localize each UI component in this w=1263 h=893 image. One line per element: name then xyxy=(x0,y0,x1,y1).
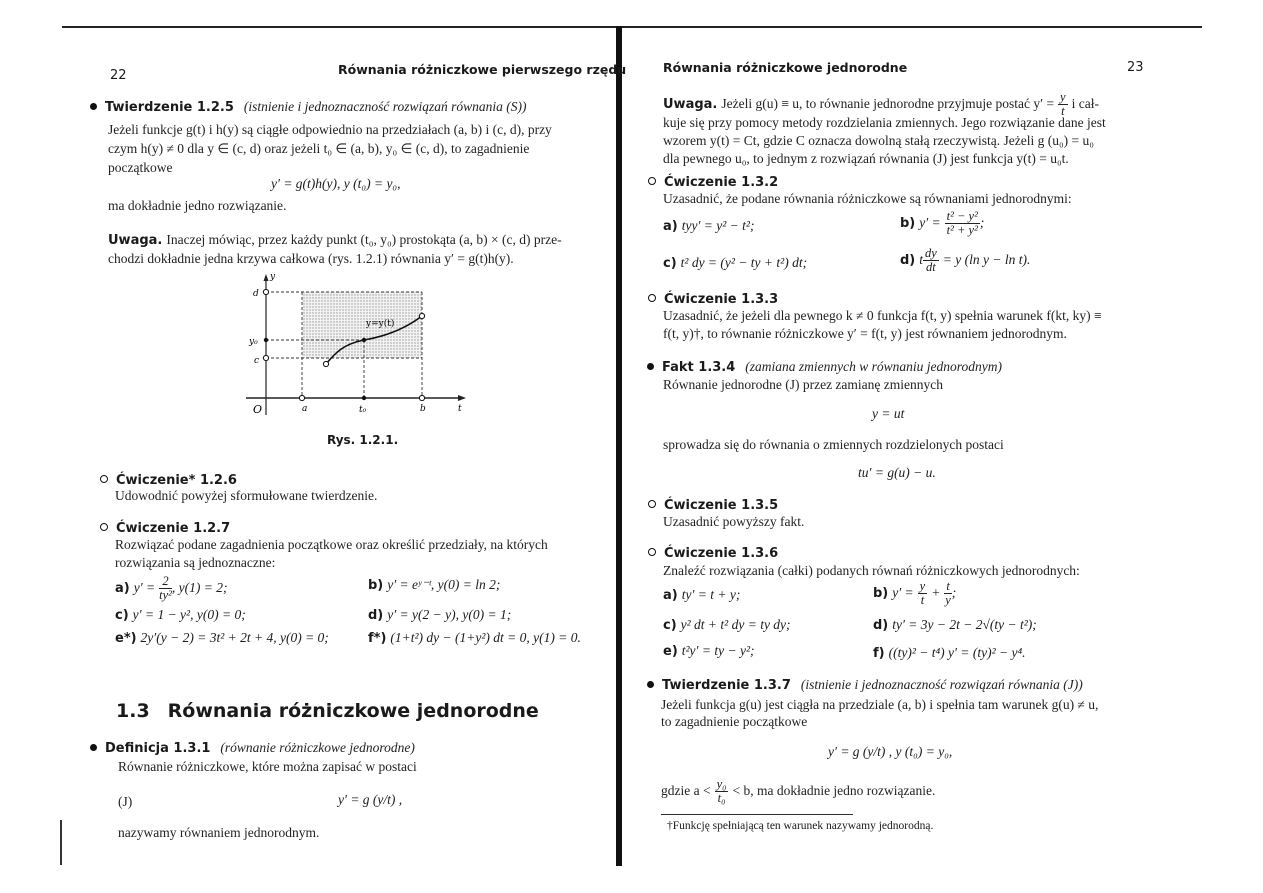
item-label: b) xyxy=(873,586,889,601)
item-math: y′ = xyxy=(133,580,156,595)
exercise-item-a xyxy=(663,587,740,603)
exercise-text: Uzasadnić powyższy fakt. xyxy=(663,514,805,529)
page-edge xyxy=(60,820,62,865)
exercise-item-d xyxy=(368,607,511,623)
item-math: ((ty)² − t⁴) y′ = (ty)² − y⁴. xyxy=(888,645,1026,660)
item-math: , y(1) = 2; xyxy=(171,580,228,595)
item-math: y′ = 1 − y², y(0) = 0; xyxy=(132,607,246,622)
denominator: t xyxy=(1061,104,1065,118)
fact-line: Równanie jednorodne (J) przez zamianę zmiennych xyxy=(663,377,944,392)
item-label: f*) xyxy=(368,631,387,646)
denominator: ty² xyxy=(159,588,172,602)
item-label: c) xyxy=(115,608,129,623)
section-heading xyxy=(116,700,539,722)
filled-bullet-icon xyxy=(647,681,654,688)
item-math: + xyxy=(931,585,941,600)
fig-origin-label: O xyxy=(253,403,263,416)
exercise-line: f(t, y)†, to równanie różniczkowe y′ = f(t, y) jest równaniem jednorodnym. xyxy=(663,326,1067,341)
item-label: a) xyxy=(663,219,678,234)
definition-1-3-1-heading xyxy=(90,738,415,757)
item-math: tyy′ = y² − t²; xyxy=(681,218,755,233)
remark-line: Inaczej mówiąc, przez każdy punkt (t₀, y₀) prostokąta (a, b) × (c, d) prze- xyxy=(166,232,562,247)
remark-label: Uwaga. xyxy=(663,97,718,112)
exercise-label: Ćwiczenie* 1.2.6 xyxy=(116,473,237,488)
theorem-1-3-7-heading xyxy=(647,675,1083,694)
fig-d-label: d xyxy=(253,289,259,299)
shaded-rectangle xyxy=(302,292,422,358)
theorem-formula: y′ = g (y/t) , y (t₀) = y₀, xyxy=(828,744,953,759)
item-math: t²y′ = ty − y²; xyxy=(681,643,755,658)
denominator: t² + y² xyxy=(946,223,978,237)
remark-line: chodzi dokładnie jedna krzywa całkowa (rys. 1.2.1) równania y′ = g(t)h(y). xyxy=(108,251,514,266)
denominator: y xyxy=(945,593,951,607)
definition-line: nazywamy równaniem jednorodnym. xyxy=(118,825,320,840)
exercise-line: rozwiązania są jednoznaczne: xyxy=(115,555,276,570)
item-label: b) xyxy=(900,216,916,231)
fact-formula: y = ut xyxy=(872,406,905,421)
item-math: t² dy = (y² − ty + t²) dt; xyxy=(680,255,808,270)
figure-1-2-1 xyxy=(240,270,470,420)
fact-line: sprowadza się do równania o zmiennych rozdzielonych postaci xyxy=(663,437,1004,452)
definition-subtitle: (równanie różniczkowe jednorodne) xyxy=(220,740,415,755)
item-label: d) xyxy=(900,253,916,268)
fact-subtitle: (zamiana zmiennych w równaniu jednorodnym) xyxy=(745,359,1003,374)
exercise-1-2-7-heading xyxy=(100,520,230,536)
open-bullet-icon xyxy=(100,475,108,483)
exercise-line: Znaleźć rozwiązania (całki) podanych równań różniczkowych jednorodnych: xyxy=(663,563,1080,578)
fig-y-label: y xyxy=(270,272,276,282)
theorem-line: ma dokładnie jedno rozwiązanie. xyxy=(108,198,287,213)
theorem-label: Twierdzenie 1.2.5 xyxy=(105,100,234,115)
exercise-line: Uzasadnić, że jeżeli dla pewnego k ≠ 0 funkcja f(t, y) spełnia warunek f(kt, ky) ≡ xyxy=(663,308,1102,323)
top-rule xyxy=(62,26,1202,28)
footnote-rule xyxy=(661,814,853,815)
exercise-item-c xyxy=(663,617,791,633)
filled-bullet-icon xyxy=(647,363,654,370)
item-math: ty′ = t + y; xyxy=(681,587,741,602)
denominator: t₀ xyxy=(717,791,726,805)
numerator: t² − y² xyxy=(946,209,978,223)
item-label: a) xyxy=(115,581,130,596)
open-bullet-icon xyxy=(648,177,656,185)
fig-t0-label: t₀ xyxy=(359,405,367,415)
numerator: y xyxy=(1060,90,1066,104)
theorem-label: Twierdzenie 1.3.7 xyxy=(662,678,791,693)
theorem-line: Jeżeli funkcje g(t) i h(y) są ciągłe odpowiednio na przedziałach (a, b) i (c, d), przy xyxy=(108,122,552,137)
fact-label: Fakt 1.3.4 xyxy=(662,360,736,375)
item-math: ; xyxy=(951,585,957,600)
item-label: e*) xyxy=(115,631,137,646)
exercise-1-3-2-heading xyxy=(648,174,778,190)
item-math: (1+t²) dy − (1+y²) dt = 0, y(1) = 0. xyxy=(390,630,581,645)
remark-line: dla pewnego u₀, to jednym z rozwiązań równania (J) jest funkcja y(t) = u₀t. xyxy=(663,151,1069,166)
exercise-label: Ćwiczenie 1.3.5 xyxy=(664,498,779,513)
exercise-item-e xyxy=(663,643,755,659)
definition-formula: y′ = g (y/t) , xyxy=(338,792,403,807)
filled-bullet-icon xyxy=(90,744,97,751)
open-bullet-icon xyxy=(648,548,656,556)
fig-b-label: b xyxy=(420,404,426,414)
exercise-label: Ćwiczenie 1.3.6 xyxy=(664,546,779,561)
fraction xyxy=(159,575,172,602)
section-number: 1.3 xyxy=(116,700,150,722)
item-math: y² dt + t² dy = ty dy; xyxy=(680,617,791,632)
running-head-right: Równania różniczkowe jednorodne xyxy=(663,60,908,75)
remark-line: Jeżeli g(u) ≡ u, to równanie jednorodne przyjmuje postać y′ = xyxy=(721,96,1055,111)
exercise-item-b xyxy=(873,580,956,607)
item-label: b) xyxy=(368,578,384,593)
exercise-item-e xyxy=(115,630,329,646)
open-bullet-icon xyxy=(648,294,656,302)
theorem-1-2-5-heading xyxy=(90,97,527,116)
item-math: y′ = xyxy=(919,215,941,230)
remark-line: i cał- xyxy=(1071,96,1099,111)
theorem-condition xyxy=(661,778,935,805)
numerator: t xyxy=(946,579,950,593)
page-number-right: 23 xyxy=(1127,60,1144,75)
footnote: †Funkcję spełniającą ten warunek nazywamy jednorodną. xyxy=(667,820,934,832)
theorem-line: gdzie a < xyxy=(661,783,711,798)
item-math: 2y′(y − 2) = 3t² + 2t + 4, y(0) = 0; xyxy=(140,630,329,645)
item-label: d) xyxy=(368,608,384,623)
fraction xyxy=(944,580,951,607)
numerator: y₀ xyxy=(716,777,727,791)
theorem-line: czym h(y) ≠ 0 dla y ∈ (c, d) oraz jeżeli t₀ ∈ (a, b), y₀ ∈ (c, d), to zagadnienie xyxy=(108,141,530,156)
numerator: 2 xyxy=(159,575,172,589)
exercise-1-3-6-heading xyxy=(648,545,778,561)
numerator: y xyxy=(919,579,926,593)
exercise-text: Udowodnić powyżej sformułowane twierdzenie. xyxy=(115,488,378,503)
theorem-line: początkowe xyxy=(108,160,173,175)
item-math: = y (ln y − ln t). xyxy=(942,252,1031,267)
remark-line: wzorem y(t) = Ct, gdzie C oznacza dowolną stałą rzeczywistą. Jeżeli g (u₀) = u₀ xyxy=(663,133,1094,148)
exercise-1-3-5-heading xyxy=(648,497,778,513)
exercise-1-3-3-heading xyxy=(648,291,778,307)
exercise-item-d xyxy=(900,247,1030,274)
page-number-left: 22 xyxy=(110,68,127,83)
exercise-item-b xyxy=(368,577,500,593)
fig-a-label: a xyxy=(302,404,308,414)
item-label: c) xyxy=(663,618,677,633)
exercise-line: Uzasadnić, że podane równania różniczkowe są równaniami jednorodnymi: xyxy=(663,191,1072,206)
definition-line: Równanie różniczkowe, które można zapisać w postaci xyxy=(118,759,417,774)
fig-t-label: t xyxy=(458,404,462,414)
denominator: dt xyxy=(926,260,936,274)
open-bullet-icon xyxy=(100,523,108,531)
exercise-item-d xyxy=(873,617,1037,633)
running-head-left: Równania różniczkowe pierwszego rzędu xyxy=(338,62,627,77)
remark-line: kuje się przy pomocy metody rozdzielania zmiennych. Jego rozwiązanie dane jest xyxy=(663,115,1106,130)
numerator: dy xyxy=(925,246,937,260)
exercise-item-b xyxy=(900,210,984,237)
fraction xyxy=(918,580,928,607)
fraction xyxy=(715,778,729,805)
exercise-label: Ćwiczenie 1.3.2 xyxy=(664,175,779,190)
item-math: ; xyxy=(979,215,985,230)
theorem-subtitle: (istnienie i jednoznaczność rozwiązań równania (S)) xyxy=(243,99,527,114)
fraction xyxy=(945,210,980,237)
item-label: f) xyxy=(873,646,885,661)
figure-caption: Rys. 1.2.1. xyxy=(327,433,399,447)
exercise-item-c xyxy=(115,607,246,623)
item-math: y′ = eʸ⁻ᵗ, y(0) = ln 2; xyxy=(387,577,501,592)
theorem-line: < b, ma dokładnie jedno rozwiązanie. xyxy=(732,783,936,798)
item-math: ty′ = 3y − 2t − 2√(ty − t²); xyxy=(892,617,1037,632)
definition-label: Definicja 1.3.1 xyxy=(105,741,211,756)
fig-y0-label: y₀ xyxy=(249,337,258,347)
remark-label: Uwaga. xyxy=(108,233,163,248)
exercise-item-f xyxy=(873,645,1026,661)
exercise-line: Rozwiązać podane zagadnienia początkowe oraz określić przedziały, na których xyxy=(115,537,548,552)
theorem-formula: y′ = g(t)h(y), y (t₀) = y₀, xyxy=(271,176,401,191)
exercise-item-a xyxy=(663,218,754,234)
fact-formula: tu′ = g(u) − u. xyxy=(858,465,936,480)
item-label: c) xyxy=(663,256,677,271)
item-math: t xyxy=(919,252,923,267)
t-axis-arrow-icon xyxy=(458,395,466,401)
exercise-item-c xyxy=(663,255,807,271)
item-math: y′ = xyxy=(892,585,914,600)
theorem-subtitle: (istnienie i jednoznaczność rozwiązań równania (J)) xyxy=(800,677,1083,692)
remark-left xyxy=(108,230,562,249)
open-bullet-icon xyxy=(648,500,656,508)
exercise-label: Ćwiczenie 1.2.7 xyxy=(116,521,231,536)
exercise-label: Ćwiczenie 1.3.3 xyxy=(664,292,779,307)
item-label: e) xyxy=(663,644,678,659)
item-label: d) xyxy=(873,618,889,633)
item-math: y′ = y(2 − y), y(0) = 1; xyxy=(387,607,512,622)
exercise-item-f xyxy=(368,630,581,646)
book-spine xyxy=(616,26,622,866)
theorem-line: Jeżeli funkcja g(u) jest ciągła na przedziale (a, b) i spełnia tam warunek g(u) ≠ u, xyxy=(661,697,1099,712)
fig-c-label: c xyxy=(254,356,260,366)
exercise-item-a xyxy=(115,575,228,602)
item-label: a) xyxy=(663,588,678,603)
fact-1-3-4-heading xyxy=(647,357,1002,376)
fig-curve-label: y=y(t) xyxy=(366,319,395,329)
fraction xyxy=(923,247,939,274)
definition-tag: (J) xyxy=(118,794,133,809)
filled-bullet-icon xyxy=(90,103,97,110)
theorem-line: to zagadnienie początkowe xyxy=(661,714,808,729)
denominator: t xyxy=(920,593,925,607)
y-axis-arrow-icon xyxy=(264,274,269,281)
section-title: Równania różniczkowe jednorodne xyxy=(167,700,539,722)
